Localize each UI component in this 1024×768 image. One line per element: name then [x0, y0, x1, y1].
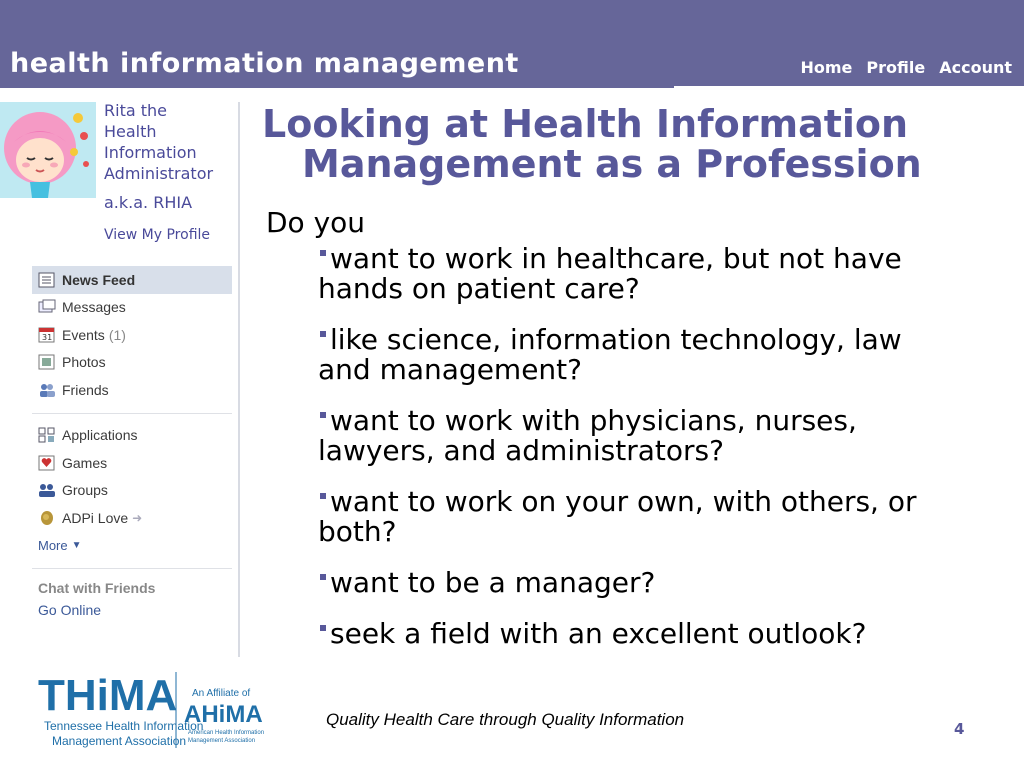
chevron-down-icon: ▼ [71, 539, 82, 551]
sidebar-item-label: Friends [62, 381, 109, 398]
profile-name-line: Rita the [104, 101, 167, 120]
profile-name-line: Administrator [104, 164, 214, 183]
thima-logo [36, 668, 266, 754]
bullet-text: want to work with physicians, nurses, lawyers, and administrators? [318, 404, 857, 467]
slide-title-line2: Management as a Profession [302, 142, 922, 186]
top-nav [801, 58, 1013, 77]
bullet-text: want to work on your own, with others, or both? [318, 485, 917, 548]
square-bullet-icon [320, 250, 326, 256]
sidebar-item-groups[interactable] [32, 477, 232, 505]
adpi-love-icon [38, 510, 56, 526]
thima-ahima-logo-icon [36, 668, 266, 754]
svg-text:31: 31 [42, 332, 53, 342]
square-bullet-icon [320, 412, 326, 418]
groups-icon [38, 482, 56, 498]
list-item [318, 619, 958, 649]
applications-icon [38, 427, 56, 443]
bullet-text: like science, information technology, law and management? [318, 323, 902, 386]
profile-name-line: Information [104, 143, 197, 162]
sidebar-item-label: Photos [62, 354, 106, 371]
logo-affiliate: An Affiliate of [192, 688, 251, 699]
logo-main: THiMA [38, 671, 178, 720]
sidebar-separator [32, 568, 232, 569]
more-link[interactable] [32, 532, 232, 559]
square-bullet-icon [320, 493, 326, 499]
cartoon-woman-avatar-icon [0, 102, 96, 198]
profile-name-block [104, 100, 234, 246]
slide-intro: Do you [266, 206, 366, 239]
friends-icon [38, 382, 56, 398]
list-item [318, 244, 958, 304]
profile-name-line: Health [104, 122, 157, 141]
bullet-text: want to be a manager? [330, 566, 656, 599]
logo-sub1: Tennessee Health Information [44, 719, 204, 733]
logo-ahima: AHiMA [184, 701, 263, 728]
nav-home-link[interactable]: Home [800, 58, 853, 77]
bullet-text: seek a field with an excellent outlook? [330, 617, 867, 650]
header-underline [0, 86, 674, 88]
profile-aka: a.k.a. RHIA [104, 193, 193, 212]
events-count: (1) [108, 326, 126, 343]
sidebar-separator [32, 413, 232, 414]
logo-ahima-sub2: Management Association [188, 738, 256, 744]
site-title: health information management [10, 48, 519, 79]
sidebar-item-applications[interactable] [32, 422, 232, 450]
more-label: More [38, 537, 68, 553]
sidebar-item-messages[interactable] [32, 294, 232, 322]
slide-title [262, 104, 952, 184]
sidebar-item-news-feed[interactable] [32, 266, 232, 294]
view-profile-link[interactable]: View My Profile [104, 227, 211, 243]
logo-ahima-sub1: American Health Information [188, 730, 265, 736]
sidebar-item-label: Games [62, 454, 108, 471]
sidebar-item-label: Applications [62, 427, 138, 444]
sidebar-item-events[interactable] [32, 321, 232, 349]
sidebar-divider [238, 102, 240, 657]
bullet-text: want to work in healthcare, but not have hands on patient care? [318, 242, 902, 305]
sidebar-item-label: Messages [62, 299, 126, 316]
sidebar-menu [32, 266, 232, 621]
sidebar-item-adpi-love[interactable] [32, 504, 232, 532]
games-icon [38, 455, 56, 471]
messages-icon [38, 299, 56, 315]
list-item [318, 487, 958, 547]
square-bullet-icon [320, 625, 326, 631]
sidebar-item-label: News Feed [62, 271, 136, 288]
slide-title-line1: Looking at Health Information [262, 102, 909, 146]
arrow-right-icon: ➜ [132, 510, 143, 525]
list-item [318, 568, 958, 598]
avatar[interactable] [0, 102, 96, 198]
sidebar-item-photos[interactable] [32, 349, 232, 377]
nav-account-link[interactable]: Account [939, 58, 1012, 77]
list-item [318, 325, 958, 385]
news-feed-icon [38, 272, 56, 288]
nav-profile-link[interactable]: Profile [866, 58, 926, 77]
list-item [318, 406, 958, 466]
sidebar-item-label: Events [62, 326, 105, 343]
square-bullet-icon [320, 331, 326, 337]
bullet-list [318, 244, 958, 670]
sidebar-item-friends[interactable] [32, 376, 232, 404]
sidebar-item-label: ADPi Love [62, 509, 129, 526]
chat-header: Chat with Friends [38, 579, 156, 596]
logo-sub2: Management Association [52, 734, 187, 748]
sidebar-item-games[interactable] [32, 449, 232, 477]
square-bullet-icon [320, 574, 326, 580]
page-number: 4 [954, 720, 965, 738]
sidebar-item-label: Groups [62, 482, 108, 499]
photos-icon [38, 354, 56, 370]
calendar-icon [38, 327, 56, 343]
go-online-link[interactable]: Go Online [38, 601, 102, 618]
footer-tagline: Quality Health Care through Quality Information [326, 710, 685, 729]
